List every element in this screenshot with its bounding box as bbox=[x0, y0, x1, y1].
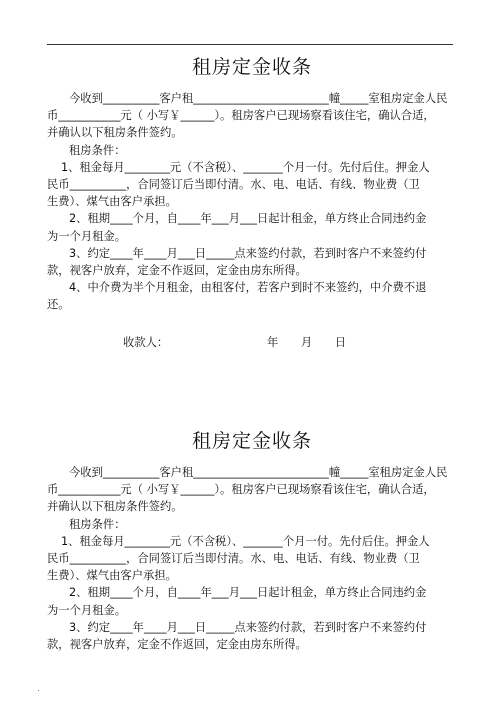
receipt-line: 民币__________，合同签订后当即付清。水、电、电话、有线、物业费（卫 bbox=[47, 552, 420, 566]
receipt-line: 款，视客户放弃，定金不作返回，定金由房东所得。 bbox=[47, 264, 307, 278]
date-label: 年 月 日 bbox=[267, 335, 347, 349]
receipt-line: 今收到__________客户租________________________幢_____室租房定金人民 bbox=[69, 92, 448, 105]
page-mark bbox=[38, 690, 39, 691]
receipt-line: 并确认以下租房条件签约。 bbox=[47, 500, 183, 514]
receipt-line: 币___________元（ 小写￥______）。租房客户已现场察看该住宅，确认合适， bbox=[47, 483, 435, 497]
payee-label: 收款人： bbox=[123, 335, 169, 349]
receipt-line: 租房条件： bbox=[69, 517, 126, 531]
receipt-title: 租房定金收条 bbox=[191, 430, 312, 452]
receipt-line: 3、约定____年____月___日_____点来签约付款，若到时客户不来签约付 bbox=[69, 246, 427, 260]
receipt-line: 2、租期____个月，自____年___月___日起计租金，单方终止合同违约金 bbox=[69, 212, 427, 226]
receipt-line: 币___________元（ 小写￥______）。租房客户已现场察看该住宅，确认合适， bbox=[47, 109, 435, 123]
receipt-line: 3、约定____年____月___日_____点来签约付款，若到时客户不来签约付 bbox=[69, 620, 427, 634]
receipt-line: 还。 bbox=[47, 298, 70, 312]
receipt-line: 1、租金每月________元（不含税）、_______个月一付。先付后住。押金人 bbox=[61, 160, 430, 174]
receipt-line: 今收到__________客户租________________________幢_____室租房定金人民 bbox=[69, 466, 448, 479]
receipt-line: 生费）、煤气由客户承担。 bbox=[47, 195, 177, 209]
top-rule bbox=[47, 44, 453, 45]
receipt-line: 并确认以下租房条件签约。 bbox=[47, 126, 183, 140]
receipt-line: 款，视客户放弃，定金不作返回，定金由房东所得。 bbox=[47, 638, 307, 652]
receipt-line: 生费）、煤气由客户承担。 bbox=[47, 569, 177, 583]
receipt-line: 1、租金每月________元（不含税）、_______个月一付。先付后住。押金人 bbox=[61, 534, 430, 548]
receipt-line: 为一个月租金。 bbox=[47, 229, 127, 243]
receipt-line: 为一个月租金。 bbox=[47, 603, 127, 617]
receipt-line: 民币__________，合同签订后当即付清。水、电、电话、有线、物业费（卫 bbox=[47, 178, 420, 192]
receipt-line: 租房条件： bbox=[69, 143, 126, 157]
receipt-title: 租房定金收条 bbox=[191, 56, 312, 78]
receipt-2 bbox=[47, 428, 457, 653]
receipt-line: 2、租期____个月，自____年___月___日起计租金，单方终止合同违约金 bbox=[69, 586, 427, 600]
signature-row bbox=[47, 334, 457, 351]
receipt-line: 4、中介费为半个月租金，由租客付，若客户到时不来签约，中介费不退 bbox=[69, 281, 427, 295]
receipt-1 bbox=[47, 54, 457, 351]
